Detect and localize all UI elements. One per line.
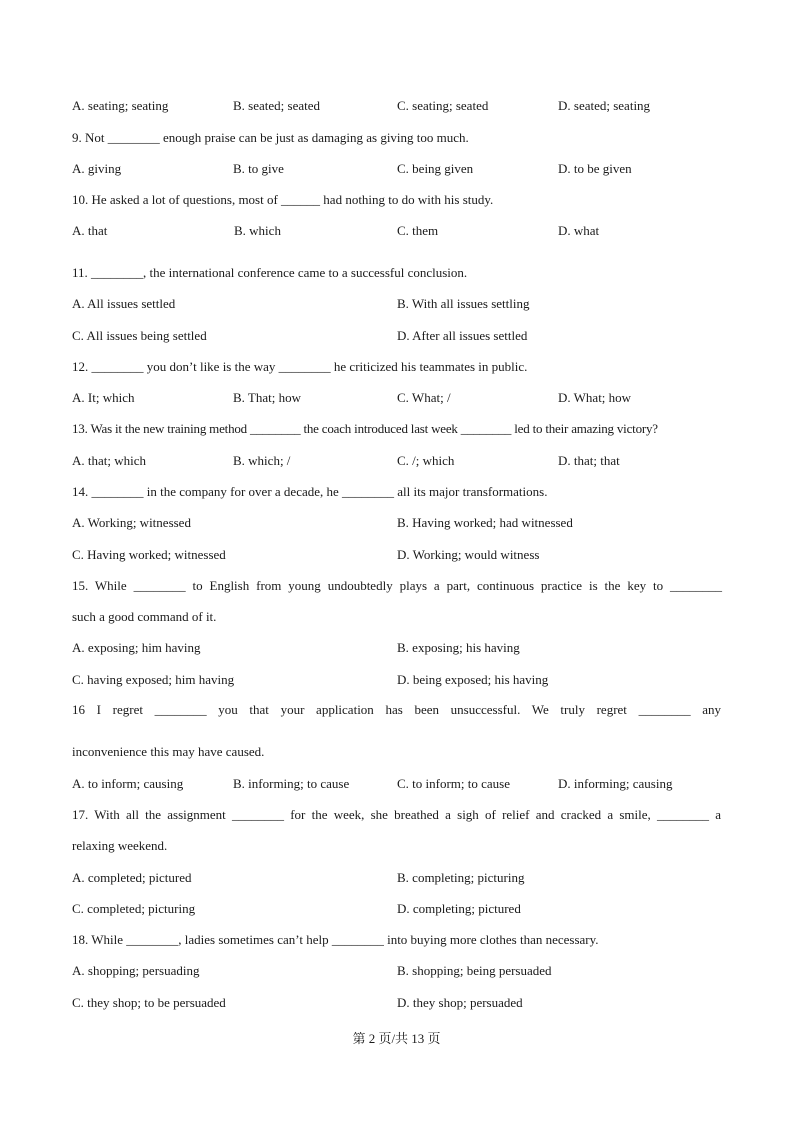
q12-stem: 12. ________ you don’t like is the way ________ he criticized his teammates in public. [72, 359, 528, 374]
q15-option-d: D. being exposed; his having [397, 672, 549, 687]
q14-option-d: D. Working; would witness [397, 547, 540, 562]
q11-stem: 11. ________, the international conference came to a successful conclusion. [72, 265, 468, 280]
q11-option-c: C. All issues being settled [72, 328, 207, 343]
q10-option-b: B. which [234, 223, 281, 238]
q10-option-d: D. what [558, 223, 600, 238]
q17-option-c: C. completed; picturing [72, 901, 196, 916]
q18-option-d: D. they shop; persuaded [397, 995, 523, 1010]
q14-option-a: A. Working; witnessed [72, 515, 191, 530]
q14-option-c: C. Having worked; witnessed [72, 547, 226, 562]
q14-option-b: B. Having worked; had witnessed [397, 515, 573, 530]
q15-stem-line1: 15. While ________ to English from young undoubtedly plays a part, continuous practice is the key to ________ [72, 578, 722, 593]
q17-stem-line2: relaxing weekend. [72, 838, 168, 853]
q12-option-b: B. That; how [233, 390, 302, 405]
q10-option-a: A. that [72, 223, 108, 238]
q16-option-b: B. informing; to cause [233, 776, 350, 791]
q16-option-d: D. informing; causing [558, 776, 673, 791]
q12-option-a: A. It; which [72, 390, 135, 405]
q17-stem-line1: 17. With all the assignment ________ for the week, she breathed a sigh of relief and cracked a smile, ________ a [72, 807, 721, 822]
q9-option-b: B. to give [233, 161, 284, 176]
q17-option-a: A. completed; pictured [72, 870, 192, 885]
page-footer: 第 2 页/共 13 页 [352, 1031, 441, 1046]
q10-stem: 10. He asked a lot of questions, most of ______ had nothing to do with his study. [72, 192, 494, 207]
q17-option-d: D. completing; pictured [397, 901, 521, 916]
q13-option-b: B. which; / [233, 453, 291, 468]
q13-option-d: D. that; that [558, 453, 620, 468]
q18-option-b: B. shopping; being persuaded [397, 963, 552, 978]
q11-option-a: A. All issues settled [72, 296, 176, 311]
q15-option-b: B. exposing; his having [397, 640, 520, 655]
q11-option-d: D. After all issues settled [397, 328, 528, 343]
q17-option-b: B. completing; picturing [397, 870, 525, 885]
q12-option-d: D. What; how [558, 390, 632, 405]
q9-option-a: A. giving [72, 161, 122, 176]
q9-option-c: C. being given [397, 161, 474, 176]
q15-option-a: A. exposing; him having [72, 640, 201, 655]
q10-option-c: C. them [397, 223, 439, 238]
q8-option-d: D. seated; seating [558, 98, 651, 113]
q14-stem: 14. ________ in the company for over a decade, he ________ all its major transformations. [72, 484, 548, 499]
q11-option-b: B. With all issues settling [397, 296, 530, 311]
q16-option-a: A. to inform; causing [72, 776, 184, 791]
q13-option-c: C. /; which [397, 453, 455, 468]
q13-option-a: A. that; which [72, 453, 147, 468]
q12-option-c: C. What; / [397, 390, 451, 405]
q18-option-c: C. they shop; to be persuaded [72, 995, 226, 1010]
q9-option-d: D. to be given [558, 161, 632, 176]
q15-option-c: C. having exposed; him having [72, 672, 235, 687]
q8-option-b: B. seated; seated [233, 98, 320, 113]
q18-stem: 18. While ________, ladies sometimes can’t help ________ into buying more clothes than necessary. [72, 932, 599, 947]
q16-option-c: C. to inform; to cause [397, 776, 511, 791]
q16-stem-line1: 16 I regret ________ you that your application has been unsuccessful. We truly regret ________ any [72, 702, 721, 717]
q18-option-a: A. shopping; persuading [72, 963, 200, 978]
q15-stem-line2: such a good command of it. [72, 609, 217, 624]
q8-option-a: A. seating; seating [72, 98, 169, 113]
q8-option-c: C. seating; seated [397, 98, 489, 113]
q16-stem-line2: inconvenience this may have caused. [72, 744, 265, 759]
q9-stem: 9. Not ________ enough praise can be just as damaging as giving too much. [72, 130, 469, 145]
q13-stem: 13. Was it the new training method ________ the coach introduced last week ________ led to their amazing victory? [72, 421, 658, 436]
